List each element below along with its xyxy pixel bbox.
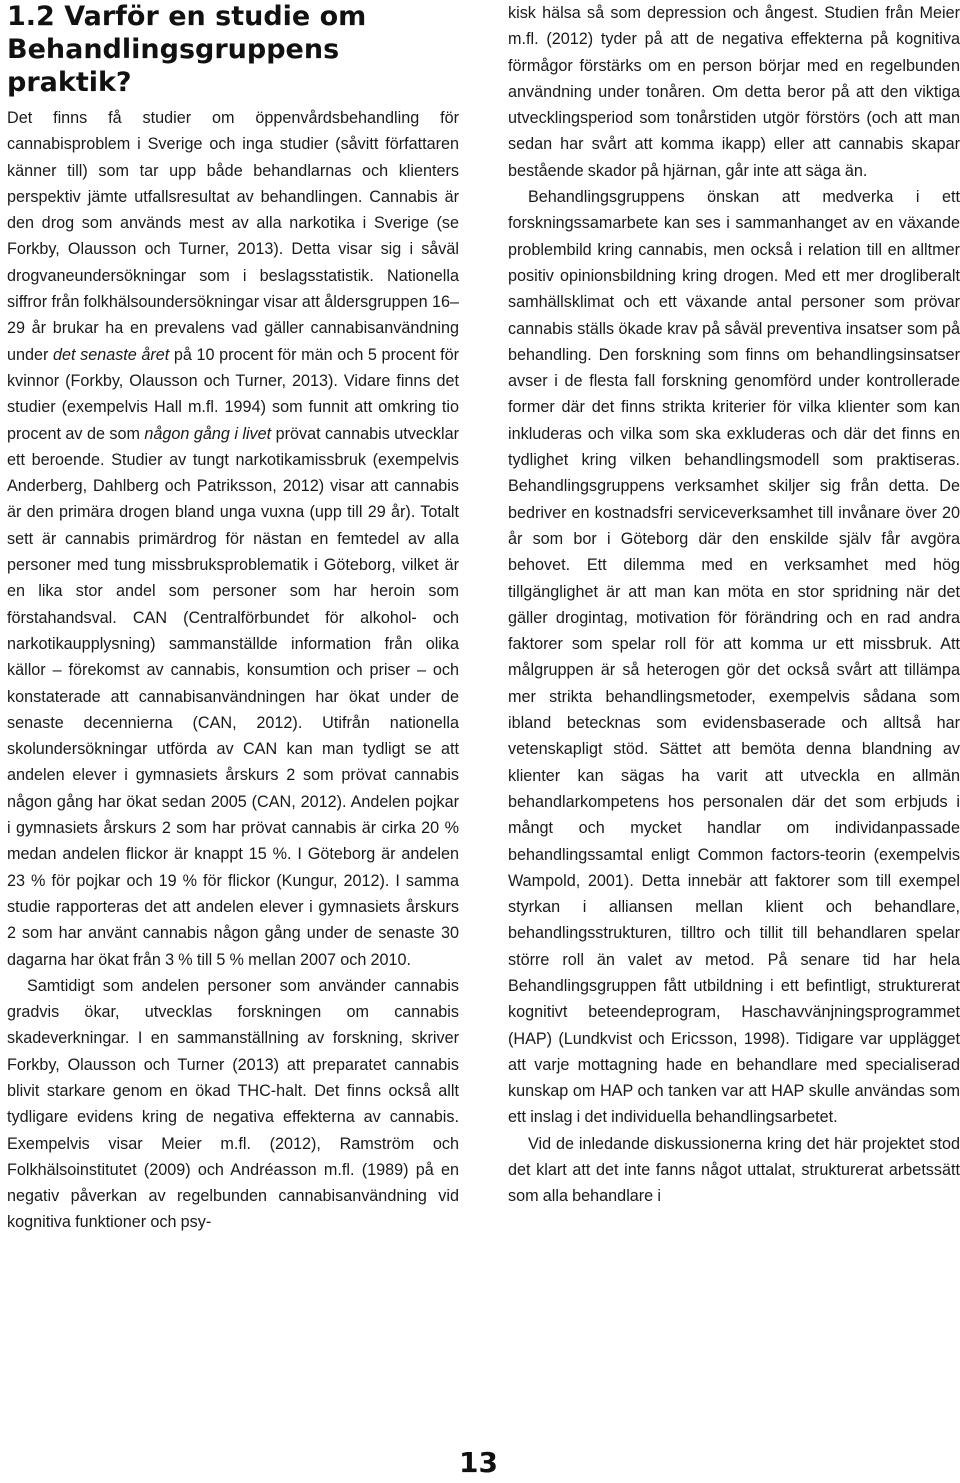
left-paragraph-1 (7, 105, 459, 973)
right-paragraph-3: Vid de inledande diskussionerna kring det här projektet stod det klart att det inte fanns något uttalat, strukturerat arbetssätt som alla behandlare i (508, 1134, 960, 1206)
right-paragraph-1: kisk hälsa så som depression och ångest. Studien från Meier m.fl. (2012) tyder på att de negativa effekterna på kognitiva förmågor förstärks om en person börjar med en regelbunden användning under tonåren. Om detta beror på att den viktiga utvecklingsperiod som tonårstiden utgör förstörs (och att man sedan har svårt att komma ikapp) eller att cannabis skapar bestående skador på hjärnan, går inte att säga än. (508, 4, 960, 180)
emphasis-nagon-gang-i-livet: någon gång i livet (144, 424, 272, 443)
section-title: 1.2 Varför en studie om Behandlingsgruppens praktik? (7, 1, 367, 98)
left-paragraph-2: Samtidigt som andelen personer som använder cannabis gradvis ökar, utvecklas forskningen om cannabis skadeverkningar. I en sammanställning av forskning, skriver Forkby, Olausson och Turner (2013) att preparatet cannabis blivit starkare genom en ökad THC-halt. Det finns också allt tydligare evidens kring de negativa effekterna av cannabis. Exempelvis visar Meier m.fl. (2012), Ramström och Folkhälsoinstitutet (2009) och Andréasson m.fl. (1989) på en negativ påverkan av regelbunden cannabisanvändning vid kognitiva funktioner och psy- (7, 976, 459, 1232)
right-paragraph-2: Behandlingsgruppens önskan att medverka i ett forskningssamarbete kan ses i sammanhanget av en växande problembild kring cannabis, men också i relation till en alltmer positiv opinionsbildning kring drogen. Med ett mer drogliberalt samhällsklimat och ett växande antal personer som prövar cannabis ställs ökade krav på såväl preventiva insatser som på behandling. Den forskning som finns om behandlingsinsatser avser i de flesta fall forskning genomförd under kontrollerade former där det finns strikta kriterier för vilka klienter som kan inkluderas och vilka som ska exkluderas och där det finns en tydlighet kring vilken behandlingsmodell som praktiseras. Behandlingsgruppens verksamhet skiljer sig från detta. De bedriver en kostnadsfri serviceverksamhet till invånare över 20 år som bor i Göteborg där den enskilde själv får avgöra behovet. Ett dilemma med en verksamhet med hög tillgänglighet är att man kan möta en stor spridning när det gäller drogintag, motivation för förändring och en rad andra faktorer som spelar roll för att komma ur ett missbruk. Att målgruppen är så heterogen gör det också svårt att tillämpa mer strikta behandlingsmetoder, exempelvis sådana som ibland betecknas som evidensbaserade och alltså har vetenskapligt stöd. Sättet att bemöta denna blandning av klienter kan sägas ha varit att utveckla en allmän behandlarkompetens hos personalen där det som erbjuds i mångt och mycket handlar om individanpassade behandlingssamtal enligt Common factors-teorin (exempelvis Wampold, 2001). Detta innebär att faktorer som till exempel styrkan i alliansen mellan klient och behandlare, behandlingsstrukturen, tilltro och tillit till behandlaren spelar större roll än valet av metod. På senare tid har hela Behandlingsgruppen fått utbildning i ett befintligt, strukturerat kognitivt beteendeprogram, Haschavvänjningsprogrammet (HAP) (Lundkvist och Ericsson, 1998). Tidigare var upplägget att varje mottagning hade en behandlare med specialiserad kunskap om HAP och tanken var att HAP skulle användas som ett inslag i det individuella behandlingsarbetet. (508, 188, 960, 1127)
left-paragraph-1-part-2: på 10 procent för män och 5 procent för kvinnor (Forkby, Olausson och Turner, 2013). Vidare finns det studier (exempelvis Hall m.fl. 1994) som funnit att omkring tio procent av de som (7, 345, 459, 443)
emphasis-det-senaste-aret: det senaste året (53, 345, 170, 364)
left-column (7, 0, 459, 1236)
right-column (508, 0, 960, 1210)
left-paragraph-1-part-1: Det finns få studier om öppenvårdsbehandling för cannabisproblem i Sverige och inga studier (såvitt författaren känner till) som tar upp både behandlarnas och klienters perspektiv jämte utfallsresultat av behandlingen. Cannabis är den drog som används mest av alla narkotika i Sverige (se Forkby, Olausson och Turner, 2013). Detta visar sig i såväl drogvaneundersökningar som i beslagsstatistik. Nationella siffror från folkhälsoundersökningar visar att åldersgruppen 16–29 år brukar ha en prevalens vad gäller cannabisanvändning under (7, 109, 459, 364)
page-number: 13 (459, 1446, 498, 1479)
left-paragraph-1-part-3: prövat cannabis utvecklar ett beroende. Studier av tungt narkotikamissbruk (exempelvis Anderberg, Dahlberg och Patriksson, 2012) visar att cannabis är den primära drogen bland unga vuxna (upp till 29 år). Totalt sett är cannabis primärdrog för nästan en femtedel av alla personer med tung missbruksproblematik i Göteborg, vilket är en lika stor andel som personer som har heroin som förstahandsval. CAN (Centralförbundet för alkohol- och narkotikaupplysning) sammanställde information från olika källor – förekomst av cannabis, konsumtion och priser – och konstaterade att cannabisanvändningen har ökat under de senaste decennierna (CAN, 2012). Utifrån nationella skolundersökningar utförda av CAN kan man tydligt se att andelen elever i gymnasiets årskurs 2 som prövat cannabis någon gång har ökat sedan 2005 (CAN, 2012). Andelen pojkar i gymnasiets årskurs 2 som har prövat cannabis är cirka 20 % medan andelen flickor är knappt 15 %. I Göteborg är andelen 23 % för pojkar och 19 % för flickor (Kungur, 2012). I samma studie rapporteras det att andelen elever i gymnasiets årskurs 2 som har använt cannabis någon gång under de senaste 30 dagarna har ökat från 3 % till 5 % mellan 2007 och 2010. (7, 424, 460, 969)
